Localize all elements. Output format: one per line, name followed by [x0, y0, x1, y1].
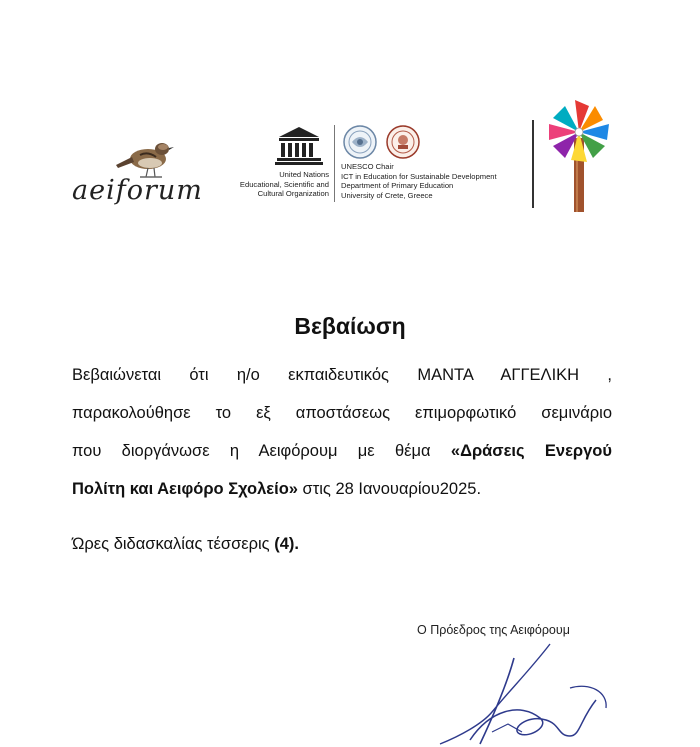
signature-caption: Ο Πρόεδρος της Αειφόρουμ [417, 623, 570, 637]
unesco-org-line: United Nations [279, 170, 329, 179]
certificate-line: Βεβαιώνεται ότι η/ο εκπαιδευτικός ΜΑΝΤΑ ΑΓΓΕΛΙΚΗ , [72, 366, 612, 384]
unesco-chair-text [341, 162, 531, 200]
unesco-chair-line: University of Crete, Greece [341, 190, 433, 200]
unesco-divider [334, 125, 335, 202]
seminar-title-part1: «Δράσεις Ενεργού [450, 442, 612, 460]
teaching-hours [72, 535, 299, 554]
unesco-chair-line: Department of Primary Education [341, 181, 454, 191]
unesco-org-line: Cultural Organization [257, 189, 329, 199]
unesco-temple-icon [275, 125, 323, 165]
unesco-border [532, 120, 534, 208]
certificate-title: Βεβαίωση [294, 313, 406, 339]
teaching-hours-text: Ώρες διδασκαλίας τέσσερις [72, 535, 275, 553]
certificate-line [72, 470, 612, 508]
unesco-org-name [220, 170, 329, 199]
certificate-line: παρακολούθησε το εξ αποστάσεως επιμορφωτικό σεμινάριο [72, 404, 612, 422]
certificate-line [72, 432, 612, 470]
certificate-text: που διοργάνωσε η Αειφόρουμ με θέμα [72, 442, 451, 460]
seminar-title-part2: Πολίτη και Αειφόρο Σχολείο» [72, 480, 298, 498]
pinwheel-icon [545, 98, 617, 212]
certificate-date: στις 28 Ιανουαρίου2025. [297, 480, 482, 498]
signature-icon [430, 640, 630, 747]
unesco-chair-line: UNESCO Chair [341, 162, 394, 171]
teaching-hours-count: (4). [274, 535, 299, 553]
aeiforum-wordmark: aeiforum [72, 175, 203, 206]
unesco-org-line: Educational, Scientific and [239, 179, 329, 189]
unesco-chair-seal-icon [342, 124, 378, 160]
university-crete-seal-icon [385, 124, 421, 160]
unesco-chair-line: ICT in Education for Sustainable Development [341, 171, 497, 181]
